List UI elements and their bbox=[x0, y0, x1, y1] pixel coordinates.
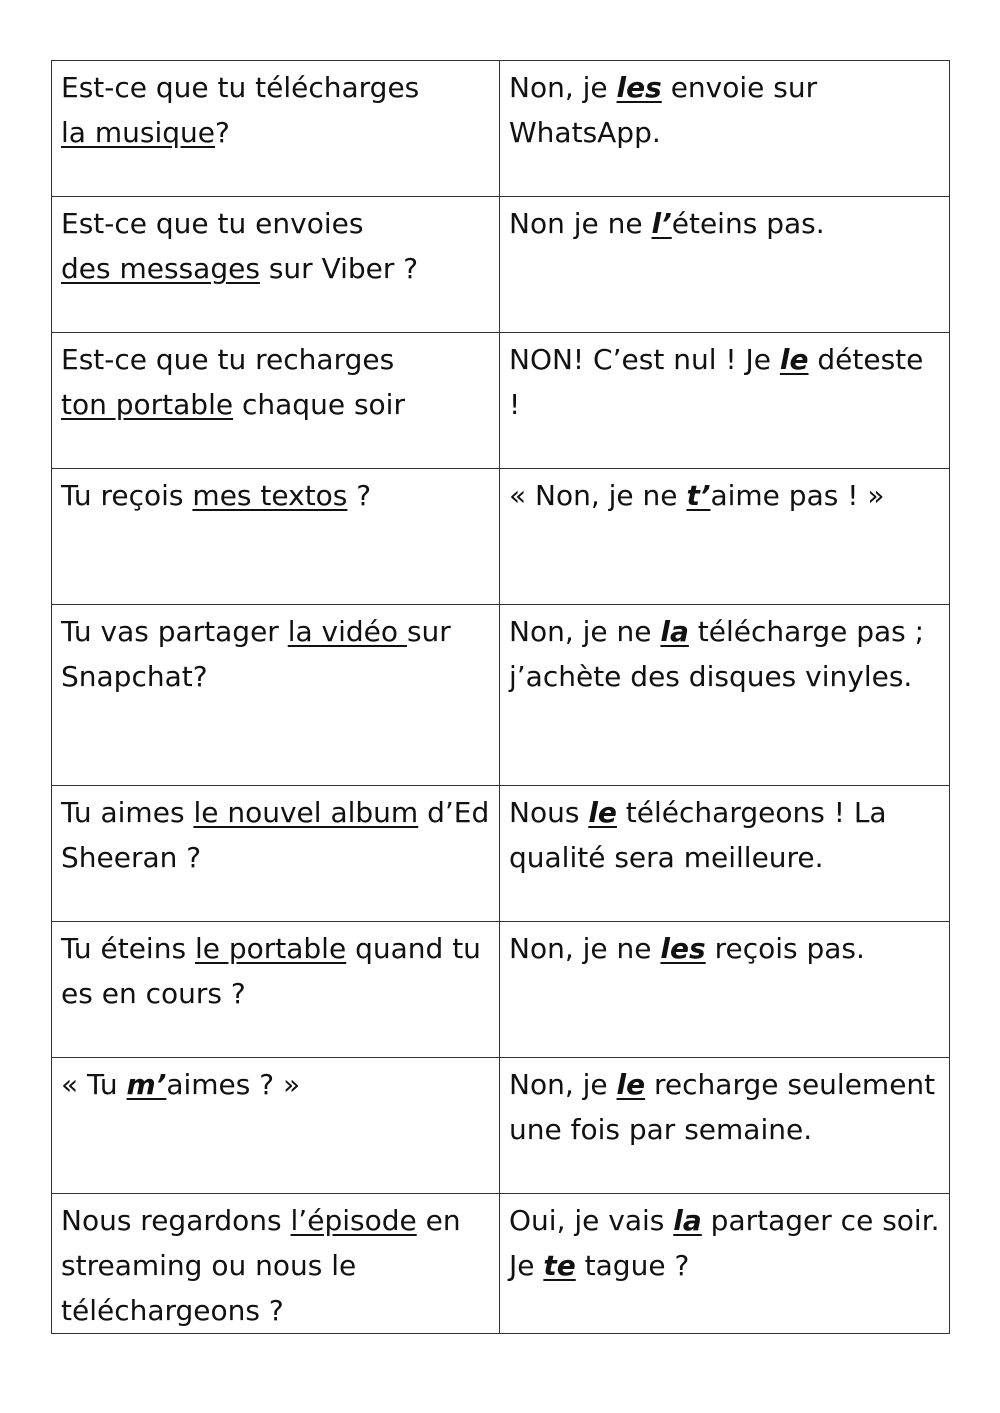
answer-pronoun: le bbox=[616, 1068, 646, 1101]
question-cell bbox=[52, 1194, 500, 1334]
table-row bbox=[52, 1194, 950, 1334]
matching-table bbox=[51, 60, 950, 1334]
question-object: le portable bbox=[194, 932, 347, 965]
question-pronoun: m’ bbox=[126, 1068, 167, 1101]
answer-text: télécharge pas ; j’achète des disques vinyles. bbox=[509, 615, 925, 693]
question-object: la musique bbox=[61, 116, 215, 149]
question-cell bbox=[52, 469, 500, 605]
answer-cell bbox=[500, 922, 950, 1058]
answer-text: envoie sur WhatsApp. bbox=[509, 71, 818, 149]
question-text: quand tu es en cours ? bbox=[61, 932, 481, 1010]
question-cell bbox=[52, 922, 500, 1058]
table-row bbox=[52, 333, 950, 469]
question-text: Tu reçois bbox=[61, 479, 193, 512]
question-text: Tu éteins bbox=[61, 932, 195, 965]
answer-text: partager ce soir. Je bbox=[509, 1204, 940, 1282]
answer-text: Non, je bbox=[509, 71, 617, 104]
question-text: « Tu bbox=[61, 1068, 127, 1101]
answer-text: Non, je ne bbox=[509, 615, 661, 648]
answer-text: NON! C’est nul ! Je bbox=[509, 343, 780, 376]
answer-pronoun: l’ bbox=[651, 207, 672, 240]
answer-cell bbox=[500, 197, 950, 333]
question-text: ? bbox=[214, 116, 230, 149]
answer-text: aime pas ! » bbox=[710, 479, 885, 512]
answer-cell bbox=[500, 469, 950, 605]
question-cell bbox=[52, 786, 500, 922]
question-object: mes textos bbox=[192, 479, 348, 512]
question-cell bbox=[52, 1058, 500, 1194]
question-text: Est-ce que tu envoies bbox=[61, 207, 364, 240]
question-text: Est-ce que tu télécharges bbox=[61, 71, 420, 104]
answer-cell bbox=[500, 333, 950, 469]
answer-cell bbox=[500, 786, 950, 922]
answer-text: Non, je bbox=[509, 1068, 617, 1101]
question-text: sur Snapchat? bbox=[61, 615, 451, 693]
table-row bbox=[52, 469, 950, 605]
answer-text: reçois pas. bbox=[705, 932, 865, 965]
question-object: l’épisode bbox=[290, 1204, 417, 1237]
answer-text: éteins pas. bbox=[671, 207, 825, 240]
question-text: ? bbox=[347, 479, 372, 512]
answer-pronoun: la bbox=[673, 1204, 702, 1237]
answer-pronoun: te bbox=[543, 1249, 576, 1282]
table-row bbox=[52, 197, 950, 333]
question-object: la vidéo bbox=[287, 615, 407, 648]
question-text: Tu vas partager bbox=[61, 615, 288, 648]
answer-text: recharge seulement une fois par semaine. bbox=[509, 1068, 936, 1146]
answer-pronoun: la bbox=[660, 615, 689, 648]
question-text: aimes ? » bbox=[166, 1068, 301, 1101]
question-text: en streaming ou nous le téléchargeons ? bbox=[61, 1204, 461, 1327]
question-text: Est-ce que tu recharges bbox=[61, 343, 395, 376]
answer-pronoun: t’ bbox=[686, 479, 711, 512]
answer-pronoun: le bbox=[588, 796, 617, 829]
question-object: des messages bbox=[61, 252, 260, 285]
table-row bbox=[52, 786, 950, 922]
question-text: Tu aimes bbox=[61, 796, 194, 829]
answer-cell bbox=[500, 1058, 950, 1194]
answer-text: téléchargeons ! La qualité sera meilleure. bbox=[509, 796, 887, 874]
answer-cell bbox=[500, 61, 950, 197]
answer-text: « Non, je ne bbox=[509, 479, 687, 512]
answer-text: Non je ne bbox=[509, 207, 652, 240]
question-cell bbox=[52, 605, 500, 786]
answer-pronoun: le bbox=[779, 343, 809, 376]
answer-cell bbox=[500, 1194, 950, 1334]
question-cell bbox=[52, 61, 500, 197]
worksheet bbox=[51, 60, 949, 1334]
question-text: chaque soir bbox=[233, 388, 405, 421]
answer-text: déteste ! bbox=[509, 343, 924, 421]
answer-text: tague ? bbox=[575, 1249, 690, 1282]
question-object: ton portable bbox=[61, 388, 234, 421]
answer-text: Nous bbox=[509, 796, 589, 829]
question-text: sur Viber ? bbox=[259, 252, 419, 285]
table-row bbox=[52, 605, 950, 786]
table-row bbox=[52, 1058, 950, 1194]
answer-cell bbox=[500, 605, 950, 786]
question-text: Nous regardons bbox=[61, 1204, 291, 1237]
question-cell bbox=[52, 197, 500, 333]
table-row bbox=[52, 61, 950, 197]
question-object: le nouvel album bbox=[193, 796, 419, 829]
table-row bbox=[52, 922, 950, 1058]
answer-text: Non, je ne bbox=[509, 932, 661, 965]
answer-pronoun: les bbox=[660, 932, 706, 965]
question-text: d’Ed Sheeran ? bbox=[61, 796, 490, 874]
question-cell bbox=[52, 333, 500, 469]
answer-pronoun: les bbox=[616, 71, 662, 104]
answer-text: Oui, je vais bbox=[509, 1204, 674, 1237]
